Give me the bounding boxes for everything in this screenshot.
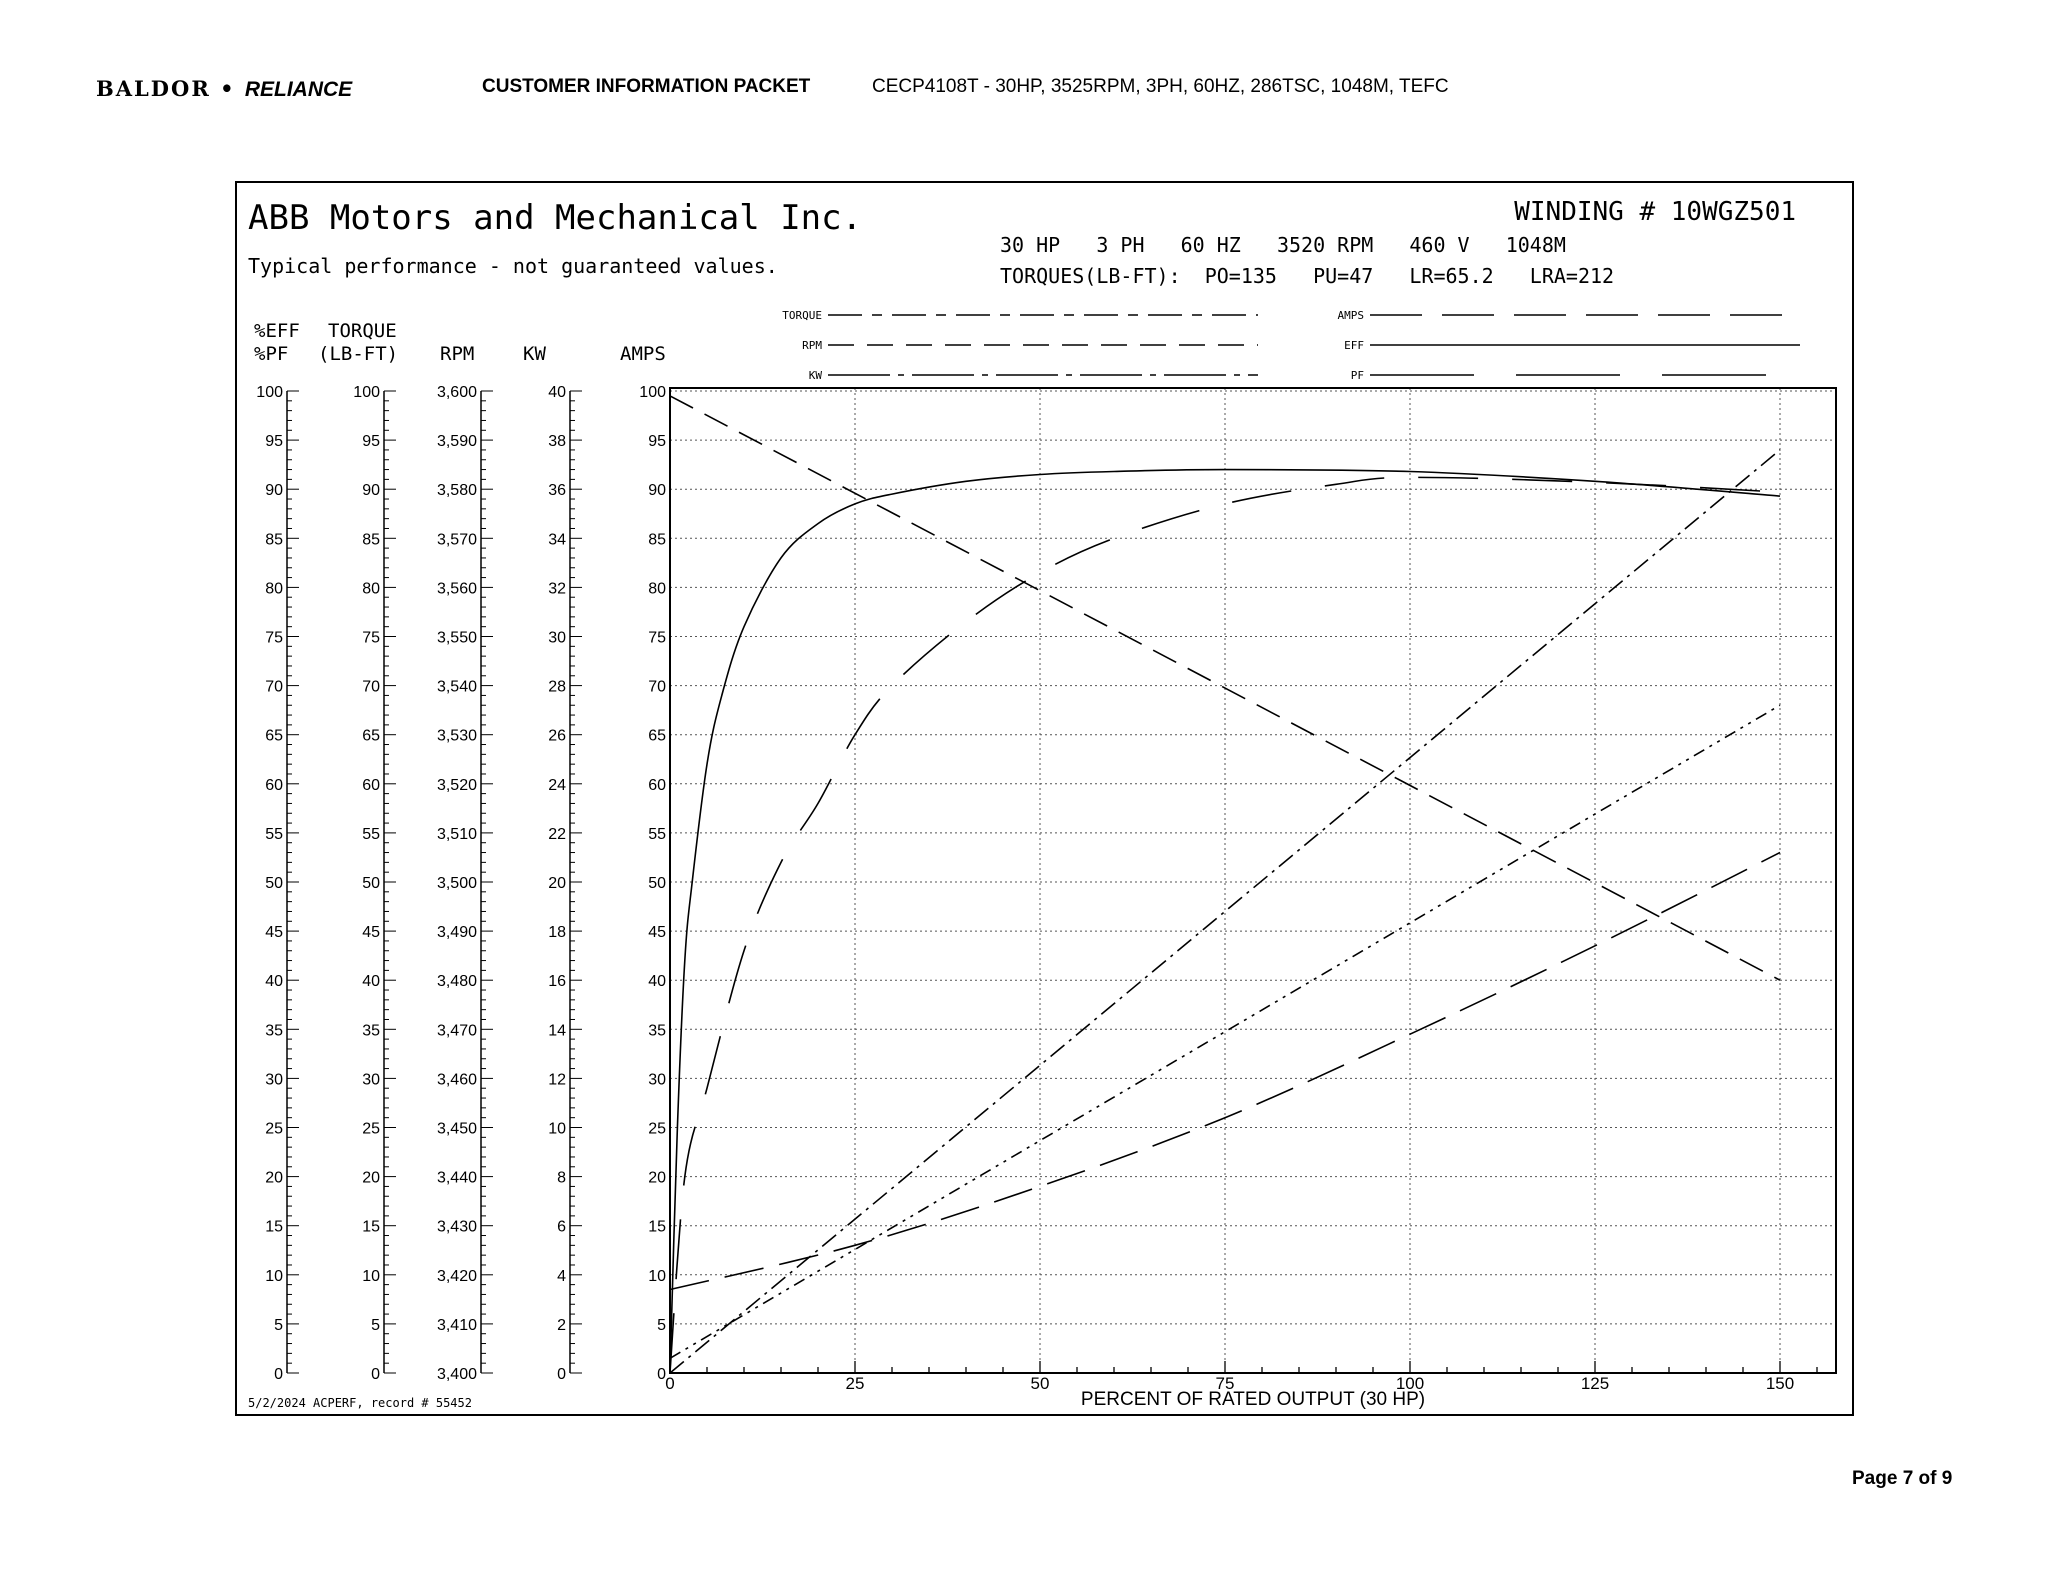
y-tick-label: 3,430 [436, 1218, 477, 1236]
y-tick-label: 45 [265, 924, 283, 942]
y-tick-label: 10 [265, 1267, 283, 1285]
y-tick-label: 25 [265, 1120, 283, 1138]
y-tick-label: 3,510 [436, 825, 477, 843]
y-tick-label: 3,590 [436, 433, 477, 451]
y-tick-label: 38 [548, 433, 566, 451]
y-tick-label: 0 [371, 1366, 380, 1383]
y-tick-label: 100 [256, 384, 283, 401]
y-tick-label: 15 [648, 1218, 666, 1236]
legend-label-eff: EFF [1344, 339, 1364, 352]
y-tick-label: 3,600 [436, 384, 477, 401]
x-axis-title: PERCENT OF RATED OUTPUT (30 HP) [1080, 1389, 1426, 1410]
y-tick-label: 3,580 [436, 482, 477, 500]
y-tick-label: 15 [362, 1218, 380, 1236]
y-tick-label: 50 [648, 875, 666, 892]
y-tick-label: 80 [362, 580, 380, 598]
brand-separator: • [220, 76, 236, 101]
y-tick-label: 55 [265, 825, 283, 843]
y-tick-label: 3,570 [436, 531, 477, 549]
y-tick-label: 70 [265, 678, 283, 696]
y-axis-header: (LB-FT) [318, 343, 399, 365]
y-tick-label: 4 [557, 1267, 566, 1285]
packet-title: CUSTOMER INFORMATION PACKET [482, 76, 811, 97]
y-tick-label: 55 [648, 825, 666, 843]
y-tick-label: 100 [639, 384, 666, 401]
legend-label-rpm: RPM [802, 339, 822, 352]
y-tick-label: 65 [265, 727, 283, 745]
y-tick-label: 80 [265, 580, 283, 598]
y-tick-label: 85 [362, 531, 380, 549]
y-tick-label: 95 [265, 433, 283, 451]
y-tick-label: 80 [648, 580, 666, 598]
record-note: 5/2/2024 ACPERF, record # 55452 [248, 1396, 472, 1410]
y-tick-label: 3,400 [436, 1366, 477, 1383]
legend-label-torque: TORQUE [782, 309, 822, 322]
y-tick-label: 14 [548, 1022, 566, 1040]
y-tick-label: 50 [265, 875, 283, 892]
grid [670, 388, 1836, 1373]
y-tick-label: 3,500 [436, 875, 477, 892]
y-tick-label: 3,530 [436, 727, 477, 745]
y-tick-label: 20 [362, 1169, 380, 1187]
y-tick-label: 20 [648, 1169, 666, 1187]
chart-title: ABB Motors and Mechanical Inc. [248, 198, 863, 238]
y-tick-label: 75 [265, 629, 283, 647]
y-tick-label: 3,520 [436, 776, 477, 794]
y-tick-label: 95 [362, 433, 380, 451]
x-tick-label: 50 [1030, 1374, 1050, 1393]
y-tick-label: 85 [265, 531, 283, 549]
brand-left: BALDOR [96, 76, 211, 101]
legend-label-amps: AMPS [1337, 309, 1364, 322]
y-tick-label: 32 [548, 580, 566, 598]
y-tick-label: 20 [548, 875, 566, 892]
y-tick-label: 30 [548, 629, 566, 647]
y-tick-label: 26 [548, 727, 566, 745]
brand-right: RELIANCE [244, 78, 353, 101]
y-tick-label: 40 [548, 384, 566, 401]
y-tick-label: 28 [548, 678, 566, 696]
series-eff-line [670, 470, 1780, 1373]
y-tick-label: 3,550 [436, 629, 477, 647]
y-tick-label: 65 [362, 727, 380, 745]
y-tick-label: 35 [362, 1022, 380, 1040]
legend-label-pf: PF [1350, 369, 1364, 382]
y-axis-4 [620, 343, 666, 1383]
model-description: CECP4108T - 30HP, 3525RPM, 3PH, 60HZ, 286TSC, 1048M, TEFC [872, 76, 1449, 97]
chart-subtitle: Typical performance - not guaranteed values. [248, 254, 778, 278]
y-tick-label: 24 [548, 776, 566, 794]
y-tick-label: 100 [353, 384, 380, 401]
x-tick-label: 125 [1580, 1374, 1610, 1393]
y-tick-label: 70 [362, 678, 380, 696]
y-axis-header: %EFF [254, 320, 300, 342]
y-tick-label: 3,470 [436, 1022, 477, 1040]
y-axis-header: AMPS [620, 343, 666, 365]
y-tick-label: 85 [648, 531, 666, 549]
y-tick-label: 90 [265, 482, 283, 500]
torque-values: TORQUES(LB-FT): PO=135 PU=47 LR=65.2 LRA=212 [1000, 264, 1615, 288]
x-tick-label: 100 [1395, 1374, 1425, 1393]
y-axis-3 [523, 343, 582, 1383]
y-tick-label: 10 [362, 1267, 380, 1285]
y-tick-label: 95 [648, 433, 666, 451]
y-tick-label: 40 [648, 973, 666, 991]
y-tick-label: 3,540 [436, 678, 477, 696]
page-number: Page 7 of 9 [1852, 1468, 1953, 1489]
y-tick-label: 20 [265, 1169, 283, 1187]
y-tick-label: 0 [274, 1366, 283, 1383]
chart-frame [236, 182, 1853, 1415]
x-tick-label: 25 [845, 1374, 865, 1393]
y-axis-header: %PF [254, 343, 289, 365]
y-tick-label: 90 [648, 482, 666, 500]
y-tick-label: 30 [265, 1071, 283, 1089]
y-tick-label: 50 [362, 875, 380, 892]
y-tick-label: 0 [557, 1366, 566, 1383]
y-tick-label: 3,560 [436, 580, 477, 598]
y-tick-label: 5 [657, 1316, 666, 1334]
y-tick-label: 5 [274, 1316, 283, 1334]
y-tick-label: 10 [548, 1120, 566, 1138]
y-tick-label: 3,460 [436, 1071, 477, 1089]
y-tick-label: 3,450 [436, 1120, 477, 1138]
y-tick-label: 34 [548, 531, 566, 549]
y-tick-label: 35 [265, 1022, 283, 1040]
y-tick-label: 15 [265, 1218, 283, 1236]
x-tick-label: 150 [1765, 1374, 1795, 1393]
y-tick-label: 18 [548, 924, 566, 942]
y-tick-label: 45 [362, 924, 380, 942]
y-tick-label: 3,480 [436, 973, 477, 991]
legend [782, 309, 1800, 382]
y-tick-label: 3,420 [436, 1267, 477, 1285]
y-axis-0 [254, 320, 300, 1383]
winding-number: WINDING # 10WGZ501 [1514, 197, 1796, 227]
y-tick-label: 45 [648, 924, 666, 942]
y-tick-label: 90 [362, 482, 380, 500]
y-axis-header: KW [523, 343, 546, 365]
y-tick-label: 0 [657, 1366, 666, 1383]
y-tick-label: 36 [548, 482, 566, 500]
y-axis-header: TORQUE [328, 320, 397, 342]
y-tick-label: 16 [548, 973, 566, 991]
y-tick-label: 12 [548, 1071, 566, 1089]
y-tick-label: 75 [648, 629, 666, 647]
y-tick-label: 8 [557, 1169, 566, 1187]
y-tick-label: 3,440 [436, 1169, 477, 1187]
y-tick-label: 40 [265, 973, 283, 991]
y-tick-label: 60 [362, 776, 380, 794]
y-tick-label: 6 [557, 1218, 566, 1236]
y-tick-label: 55 [362, 825, 380, 843]
motor-specs: 30 HP 3 PH 60 HZ 3520 RPM 460 V 1048M [1000, 233, 1566, 257]
y-tick-label: 60 [648, 776, 666, 794]
y-tick-label: 40 [362, 973, 380, 991]
y-tick-label: 25 [648, 1120, 666, 1138]
y-tick-label: 30 [362, 1071, 380, 1089]
y-tick-label: 60 [265, 776, 283, 794]
y-tick-label: 25 [362, 1120, 380, 1138]
y-tick-label: 22 [548, 825, 566, 843]
y-axis-1 [318, 320, 398, 1383]
y-tick-label: 35 [648, 1022, 666, 1040]
legend-label-kw: KW [808, 369, 822, 382]
y-axis-header: RPM [440, 343, 475, 365]
y-tick-label: 65 [648, 727, 666, 745]
y-tick-label: 2 [557, 1316, 566, 1334]
y-tick-label: 3,490 [436, 924, 477, 942]
y-tick-label: 75 [362, 629, 380, 647]
y-tick-label: 70 [648, 678, 666, 696]
y-tick-label: 30 [648, 1071, 666, 1089]
x-tick-label: 75 [1215, 1374, 1235, 1393]
y-tick-label: 5 [371, 1316, 380, 1334]
y-tick-label: 3,410 [436, 1316, 477, 1334]
y-axes [254, 320, 666, 1383]
y-axis-2 [437, 343, 493, 1383]
y-tick-label: 10 [648, 1267, 666, 1285]
x-tick-label: 0 [665, 1374, 675, 1393]
